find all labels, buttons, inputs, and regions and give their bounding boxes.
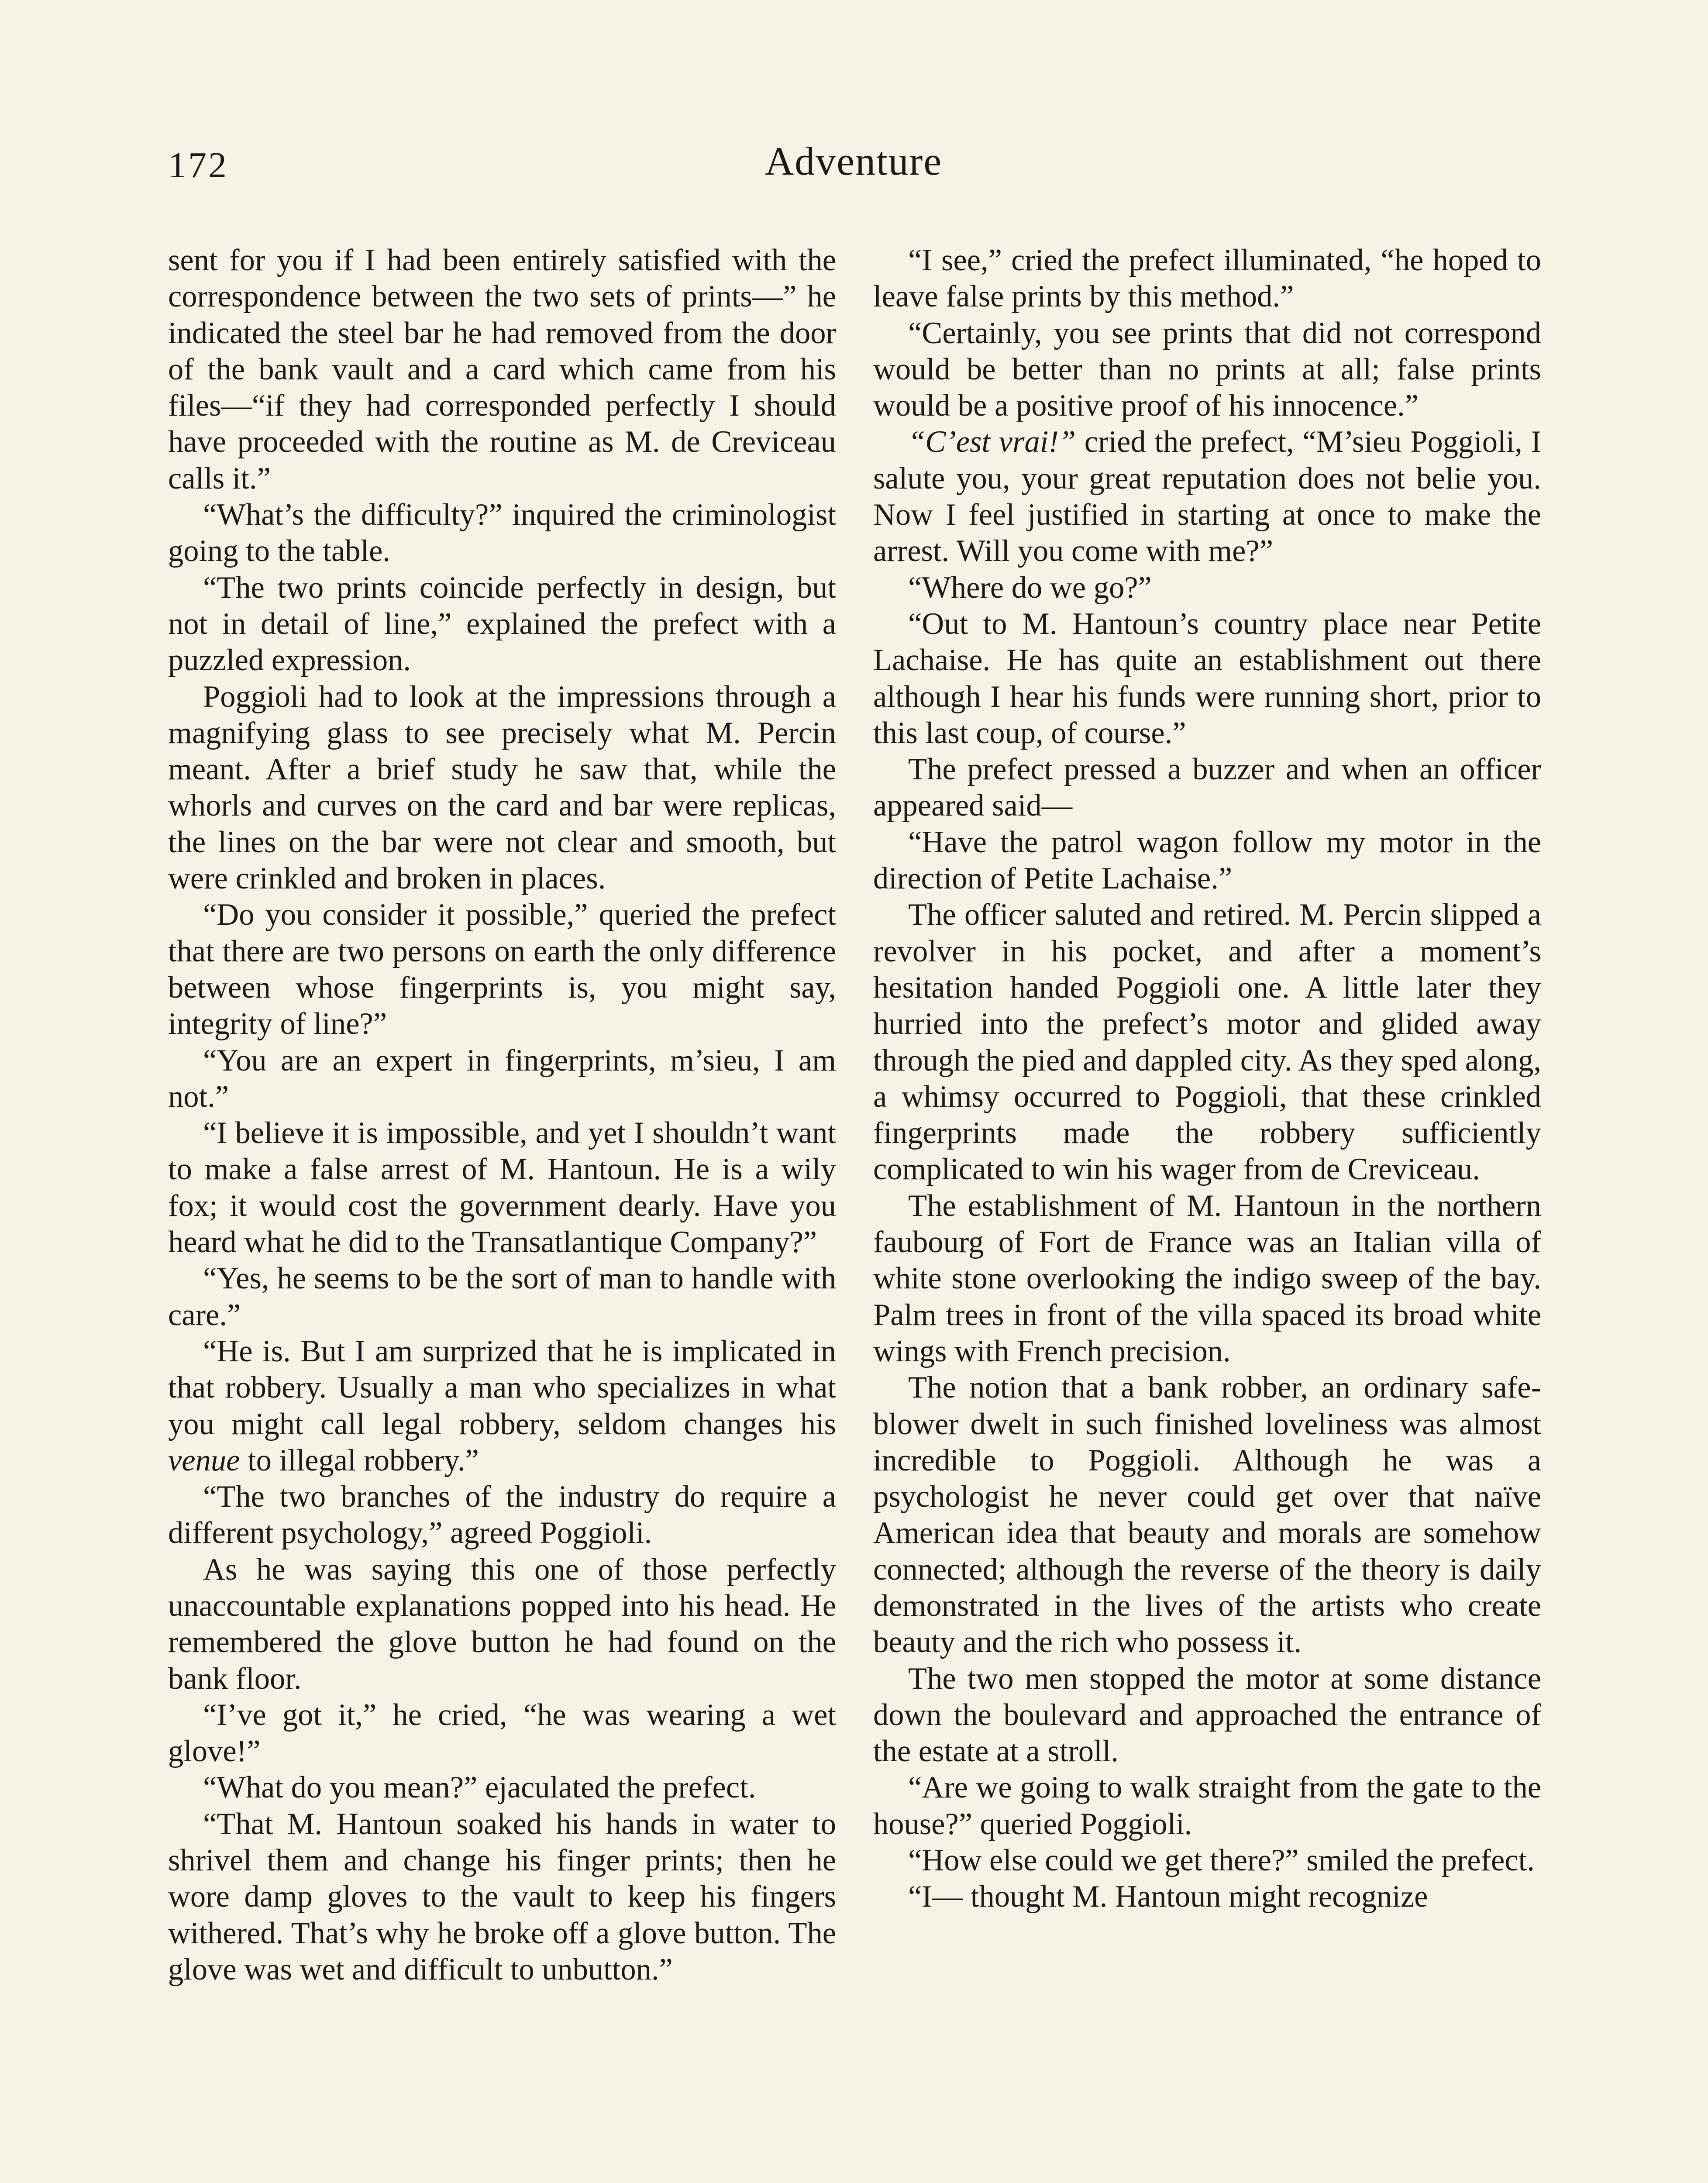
italic-text: venue — [168, 1443, 240, 1477]
paragraph: “Out to M. Hantoun’s country place near Petite Lachaise. He has quite an establishment out there although I hear his funds were running short, prior to this last coup, of course.” — [873, 606, 1541, 750]
text-run: “He is. But I am surprized that he is implicated in that robbery. Usually a man who specializes in what you might call legal robbery, seldom changes his — [168, 1334, 836, 1441]
text-run: cried the prefect, “M’sieu Poggioli, I salute you, your great reputation does not belie you. Now I feel justified in starting at once to make the arrest. Will you come with me?” — [873, 425, 1541, 568]
paragraph: “I see,” cried the prefect illuminated, “he hoped to leave false prints by this method.” — [873, 243, 1541, 314]
magazine-title: Adventure — [764, 139, 943, 183]
paragraph: “Yes, he seems to be the sort of man to handle with care.” — [168, 1261, 836, 1332]
paragraph: “Certainly, you see prints that did not correspond would be better than no prints at all; false prints would be a positive proof of his innocence.” — [873, 316, 1541, 423]
text-run: to illegal robbery.” — [248, 1443, 479, 1477]
paragraph: “The two prints coincide perfectly in design, but not in detail of line,” explained the prefect with a puzzled expression. — [168, 570, 836, 678]
paragraph: “I believe it is impossible, and yet I shouldn’t want to make a false arrest of M. Hantoun. He is a wily fox; it would cost the government dearly. Have you heard what he did to the Transatlantique Company?” — [168, 1116, 836, 1260]
paragraph: “Have the patrol wagon follow my motor in the direction of Petite Lachaise.” — [873, 825, 1541, 896]
paragraph: “What’s the difficulty?” inquired the criminologist going to the table. — [168, 498, 836, 568]
paragraph: Poggioli had to look at the impressions through a magnifying glass to see precisely what M. Percin meant. After a brief study he saw that, while the whorls and curves on the card and bar were replicas, the lines on the bar were not clear and smooth, but were crinkled and broken in places. — [168, 679, 836, 896]
paragraph: “How else could we get there?” smiled the prefect. — [908, 1843, 1535, 1878]
paragraph: The establishment of M. Hantoun in the northern faubourg of Fort de France was an Italian villa of white stone overlooking the indigo sweep of the bay. Palm trees in front of the villa spaced its broad white wings with French precision. — [873, 1188, 1541, 1368]
paragraph: “Where do we go?” — [908, 570, 1152, 605]
paragraph: As he was saying this one of those perfectly unaccountable explanations popped into his head. He remembered the glove button he had found on the bank floor. — [168, 1552, 836, 1696]
paragraph: The officer saluted and retired. M. Percin slipped a revolver in his pocket, and after a moment’s hesitation handed Poggioli one. A little later they hurried into the prefect’s motor and glided away through the pied and dappled city. As they sped along, a whimsy occurred to Poggioli, that these crinkled fingerprints made the robbery sufficiently complicated to win his wager from de Creviceau. — [873, 898, 1541, 1187]
paragraph — [168, 1333, 836, 1479]
italic-text: “C’est vrai!” — [908, 425, 1076, 459]
page-number: 172 — [168, 145, 228, 186]
paragraph: “I’ve got it,” he cried, “he was wearing a wet glove!” — [168, 1698, 836, 1769]
right-column — [873, 242, 1541, 1915]
paragraph: “That M. Hantoun soaked his hands in water to shrivel them and change his finger prints; then he wore damp gloves to the vault to keep his fingers withered. That’s why he broke off a glove button. The glove was wet and difficult to unbutton.” — [168, 1807, 836, 1987]
paragraph: “You are an expert in fingerprints, m’sieu, I am not.” — [168, 1043, 836, 1114]
paragraph: sent for you if I had been entirely satisfied with the correspondence between the two sets of prints—” he indicated the steel bar he had removed from the door of the bank vault and a card which came from his files—“if they had corresponded perfectly I should have proceeded with the routine as M. de Creviceau calls it.” — [168, 243, 836, 496]
paragraph: The prefect pressed a buzzer and when an officer appeared said— — [873, 752, 1541, 823]
paragraph: “Do you consider it possible,” queried the prefect that there are two persons on earth the only difference between whose fingerprints is, you might say, integrity of line?” — [168, 898, 836, 1041]
running-head — [168, 139, 1539, 201]
paragraph: The two men stopped the motor at some distance down the boulevard and approached the entrance of the estate at a stroll. — [873, 1661, 1541, 1769]
left-column — [168, 242, 836, 1988]
paragraph: “I— thought M. Hantoun might recognize — [908, 1880, 1428, 1914]
paragraph: “Are we going to walk straight from the gate to the house?” queried Poggioli. — [873, 1770, 1541, 1841]
paragraph — [873, 424, 1541, 569]
paragraph: “The two branches of the industry do require a different psychology,” agreed Poggioli. — [168, 1480, 836, 1550]
paragraph: The notion that a bank robber, an ordinary safe-blower dwelt in such finished loveliness was almost incredible to Poggioli. Although he was a psychologist he never could get over that naïve American idea that beauty and morals are somehow connected; although the reverse of the theory is daily demonstrated in the lives of the artists who create beauty and the rich who possess it. — [873, 1370, 1541, 1660]
paragraph: “What do you mean?” ejaculated the prefect. — [203, 1770, 756, 1805]
